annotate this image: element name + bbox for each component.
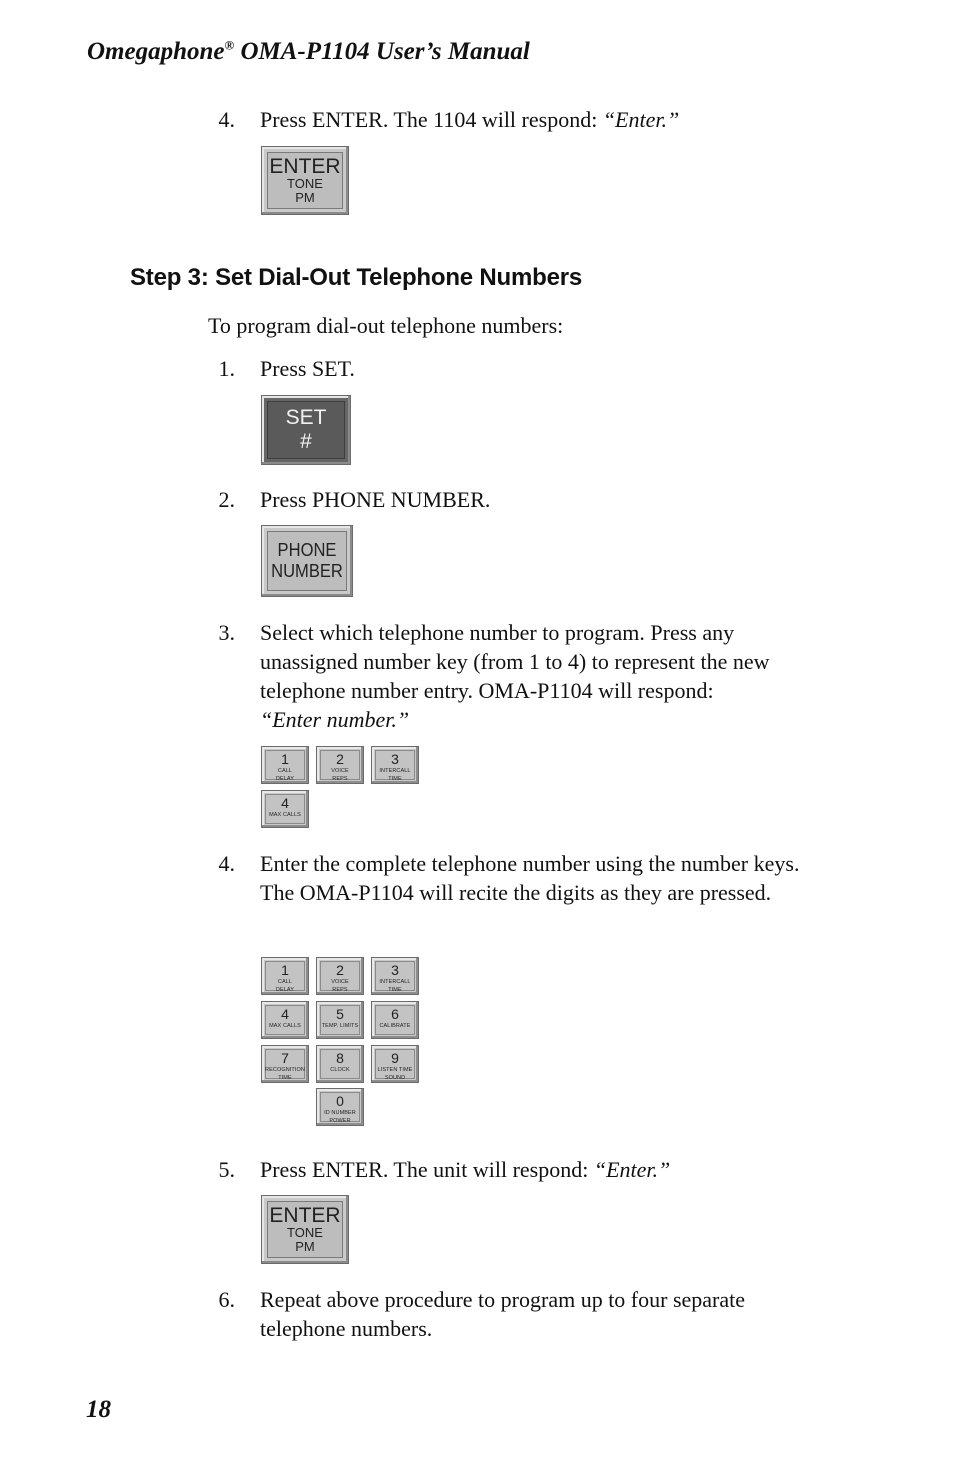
section-heading: Step 3: Set Dial-Out Telephone Numbers xyxy=(130,264,583,291)
key-digit: 1 xyxy=(281,962,289,978)
number-key-label: NUMBER xyxy=(271,561,343,581)
step-number: 1. xyxy=(218,356,235,381)
number-key-3 xyxy=(371,957,419,995)
key-function-label: TEMP. LIMITS xyxy=(321,1023,359,1029)
step-number: 6. xyxy=(218,1287,235,1312)
number-key-1 xyxy=(261,957,309,995)
key-function-label: CALL xyxy=(277,979,293,985)
key-digit: 1 xyxy=(281,751,289,767)
key-function-label: MAX CALLS xyxy=(269,812,301,818)
manual-title xyxy=(87,38,530,66)
key-function-label: VOICE xyxy=(331,768,349,774)
key-function-label: ID NUMBER xyxy=(324,1110,356,1116)
manual-title-rest: OMA-P1104 User’s Manual xyxy=(234,38,530,65)
enter-key-label: ENTER xyxy=(269,1203,341,1227)
key-digit: 3 xyxy=(391,751,399,767)
enter-key-sub1: TONE xyxy=(287,1224,323,1240)
brand-name: Omegaphone xyxy=(87,38,225,65)
key-digit: 8 xyxy=(336,1050,344,1066)
enter-key xyxy=(261,146,349,215)
key-function-label: LISTEN TIME xyxy=(377,1067,413,1073)
key-function-label: TIME xyxy=(388,987,402,993)
number-key-4 xyxy=(261,1001,309,1039)
key-digit: 6 xyxy=(391,1006,399,1022)
key-function-label: TIME xyxy=(278,1075,292,1081)
phone-key-label: PHONE xyxy=(277,540,337,560)
enter-key-label: ENTER xyxy=(269,154,341,178)
step-text: Enter the complete telephone number using the number keys. The OMA-P1104 will recite the digits as they are pressed. xyxy=(260,851,800,905)
step-body: Select which telephone number to program. Press any unassigned number key (from 1 to 4) to represent the new telephone number entry. OMA-P1104 will respond: xyxy=(260,620,770,703)
key-digit: 3 xyxy=(391,962,399,978)
pre-step-number: 4. xyxy=(218,107,235,132)
enter-key xyxy=(261,1195,349,1264)
key-function-label: SOUND xyxy=(384,1075,406,1081)
number-key-4 xyxy=(261,790,309,828)
step-text xyxy=(260,1155,830,1184)
enter-key-sub2: PM xyxy=(295,1238,315,1254)
key-function-label: REPS xyxy=(332,776,348,782)
key-digit: 2 xyxy=(336,962,344,978)
pre-step-body: Press ENTER. The 1104 will respond: xyxy=(260,107,603,132)
key-function-label: MAX CALLS xyxy=(269,1023,301,1029)
key-digit: 4 xyxy=(281,1006,289,1022)
key-digit: 0 xyxy=(336,1093,344,1109)
key-function-label: TIME xyxy=(388,776,402,782)
step-quote: “Enter.” xyxy=(593,1157,671,1182)
key-digit: 9 xyxy=(391,1050,399,1066)
enter-key-sub1: TONE xyxy=(287,175,323,191)
enter-key-sub2: PM xyxy=(295,189,315,205)
step-text: Repeat above procedure to program up to four separate telephone numbers. xyxy=(260,1287,746,1341)
key-digit: 7 xyxy=(281,1050,289,1066)
hash-label: # xyxy=(300,430,312,453)
number-key-8 xyxy=(316,1045,364,1083)
number-key-9 xyxy=(371,1045,419,1083)
step-text: Press PHONE NUMBER. xyxy=(260,487,491,512)
number-key-0 xyxy=(316,1088,364,1126)
step-body: Press ENTER. The unit will respond: xyxy=(260,1157,594,1182)
phone-number-key xyxy=(261,525,353,597)
key-function-label: DELAY xyxy=(275,776,295,782)
key-function-label: POWER xyxy=(329,1118,351,1124)
key-digit: 2 xyxy=(336,751,344,767)
number-key-2 xyxy=(316,957,364,995)
key-function-label: VOICE xyxy=(331,979,349,985)
key-function-label: CLOCK xyxy=(330,1067,350,1073)
key-function-label: INTERCALL xyxy=(379,979,411,985)
key-function-label: REPS xyxy=(332,987,348,993)
key-digit: 5 xyxy=(336,1006,344,1022)
number-key-3 xyxy=(371,746,419,784)
step-text xyxy=(260,618,830,734)
set-key xyxy=(261,395,351,465)
number-key-1 xyxy=(261,746,309,784)
pre-step-quote: “Enter.” xyxy=(602,107,680,132)
step-number: 4. xyxy=(218,851,235,876)
step-quote: “Enter number.” xyxy=(260,707,410,732)
key-function-label: INTERCALL xyxy=(379,768,411,774)
step-number: 3. xyxy=(218,620,235,645)
step-number: 2. xyxy=(218,487,235,512)
key-function-label: RECOGNITION xyxy=(265,1067,305,1073)
pre-step-text xyxy=(260,105,830,134)
number-key-2 xyxy=(316,746,364,784)
number-key-6 xyxy=(371,1001,419,1039)
step-text: Press SET. xyxy=(260,356,355,381)
intro-text: To program dial-out telephone numbers: xyxy=(208,313,564,338)
step-number: 5. xyxy=(218,1157,235,1182)
registered-mark: ® xyxy=(224,37,235,53)
number-key-7 xyxy=(261,1045,309,1083)
key-function-label: CALIBRATE xyxy=(379,1023,411,1029)
number-key-5 xyxy=(316,1001,364,1039)
set-key-label: SET xyxy=(285,406,327,429)
page-number: 18 xyxy=(86,1396,111,1423)
key-digit: 4 xyxy=(281,795,289,811)
key-function-label: CALL xyxy=(277,768,293,774)
key-function-label: DELAY xyxy=(275,987,295,993)
